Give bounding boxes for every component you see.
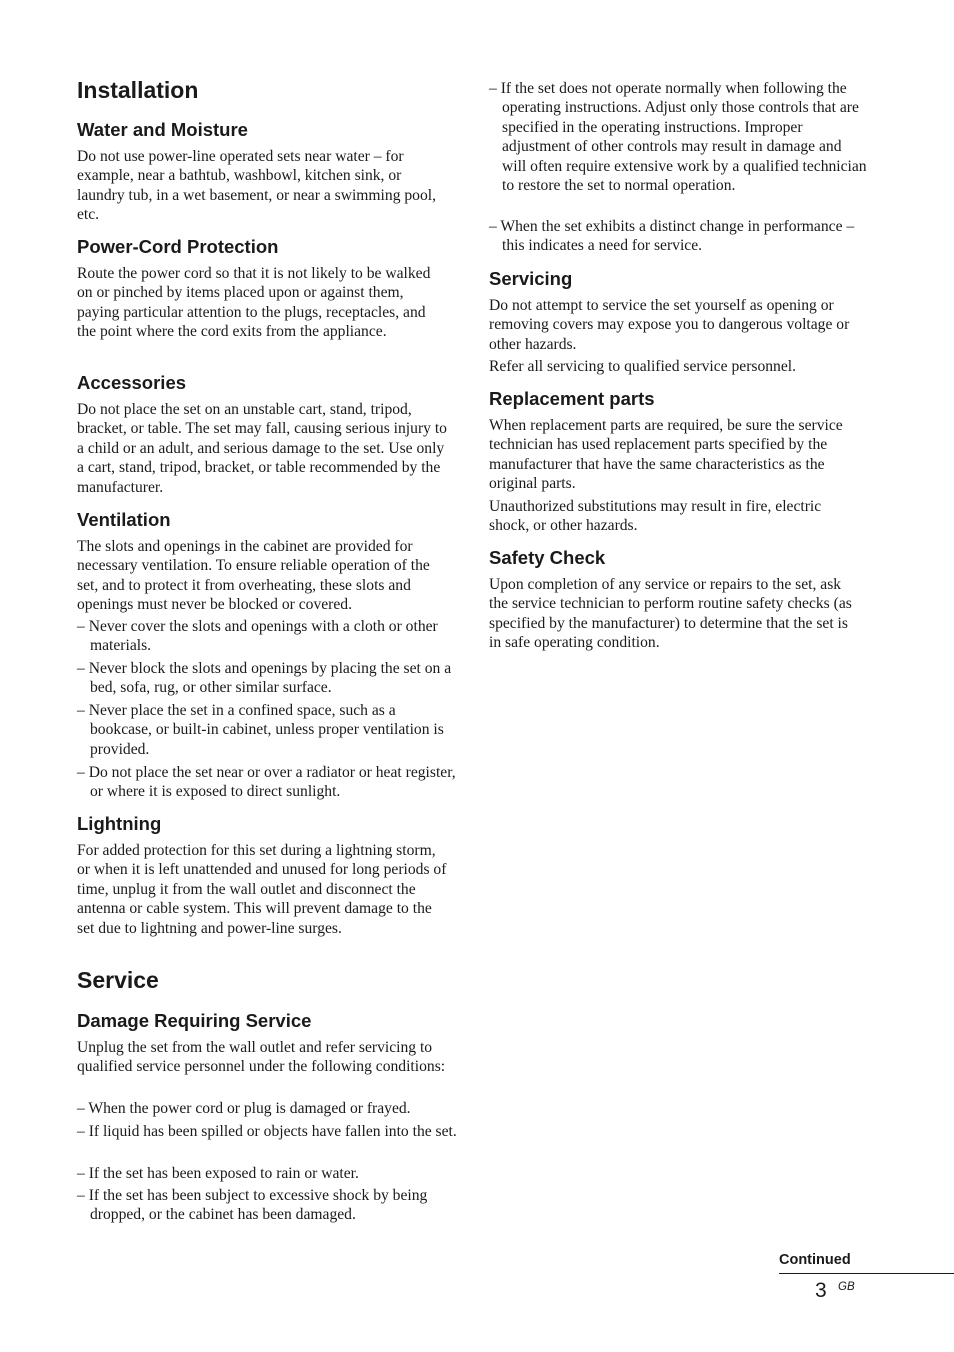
continued-label: Continued	[779, 1252, 851, 1268]
safety-heading: Safety Check	[489, 547, 606, 568]
damage-list-item: – If the set does not operate normally when following the operating instructions. Adjust only those controls that are specified in the operating instructions. Improper adjustment of other controls may result in damage and will often require extensive work by a qualified technician to restore the set to normal operation.	[489, 80, 867, 195]
water-heading: Water and Moisture	[77, 119, 248, 140]
replacement-text: When replacement parts are required, be sure the service technician has used replacement parts specified by the manufacturer that have the same characteristics as the original parts.	[489, 417, 843, 493]
lightning-text: For added protection for this set during a lightning storm, or when it is left unattended and unused for long periods of time, unplug it from the wall outlet and disconnect the antenna or cable system. This will prevent damage to the set due to lightning and power-line surges.	[77, 842, 447, 937]
servicing-text: Do not attempt to service the set yourself as opening or removing covers may expose you to dangerous voltage or other hazards.	[489, 297, 850, 353]
region-code: GB	[838, 1281, 855, 1293]
powercord-text: Route the power cord so that it is not likely to be walked on or pinched by items placed upon or against them, paying particular attention to the plugs, receptacles, and the point where the cord exits from the appliance.	[77, 265, 431, 341]
footer-rule	[779, 1273, 954, 1274]
replacement-heading: Replacement parts	[489, 388, 655, 409]
water-text: Do not use power-line operated sets near water – for example, near a bathtub, washbowl, kitchen sink, or laundry tub, in a wet basement, or near a swimming pool, etc.	[77, 148, 437, 224]
damage-list-item: – When the power cord or plug is damaged or frayed.	[77, 1100, 411, 1117]
lightning-heading: Lightning	[77, 813, 162, 834]
ventilation-list-item: – Never cover the slots and openings with a cloth or other materials.	[77, 618, 438, 655]
ventilation-list-item: – Never block the slots and openings by placing the set on a bed, sofa, rug, or other similar surface.	[77, 660, 452, 697]
damage-list-item: – If liquid has been spilled or objects have fallen into the set.	[77, 1123, 457, 1140]
damage-list-item: – When the set exhibits a distinct change in performance – this indicates a need for service.	[489, 218, 855, 255]
installation-title: Installation	[77, 77, 199, 103]
ventilation-list-item: – Never place the set in a confined space, such as a bookcase, or built-in cabinet, unless proper ventilation is provided.	[77, 702, 444, 758]
service-title: Service	[77, 967, 159, 993]
ventilation-list-item: – Do not place the set near or over a radiator or heat register, or where it is exposed to direct sunlight.	[77, 764, 456, 801]
damage-text: Unplug the set from the wall outlet and refer servicing to qualified service personnel under the following conditions:	[77, 1039, 446, 1076]
damage-list-item: – If the set has been exposed to rain or water.	[77, 1165, 359, 1182]
ventilation-text: The slots and openings in the cabinet are provided for necessary ventilation. To ensure reliable operation of the set, and to protect it from overheating, these slots and openings must never be blocked or covered.	[77, 538, 430, 614]
servicing-heading: Servicing	[489, 268, 573, 289]
damage-list-item: – If the set has been subject to excessive shock by being dropped, or the cabinet has been damaged.	[77, 1187, 428, 1224]
page-number: 3	[815, 1279, 827, 1302]
servicing-text: Refer all servicing to qualified service personnel.	[489, 358, 796, 375]
replacement-text: Unauthorized substitutions may result in fire, electric shock, or other hazards.	[489, 498, 822, 535]
powercord-heading: Power-Cord Protection	[77, 236, 279, 257]
accessories-text: Do not place the set on an unstable cart, stand, tripod, bracket, or table. The set may fall, causing serious injury to a child or an adult, and serious damage to the set. Use only a cart, stand, tripod, bracket, or table recommended by the manufacturer.	[77, 401, 447, 496]
damage-heading: Damage Requiring Service	[77, 1010, 312, 1031]
safety-text: Upon completion of any service or repairs to the set, ask the service technician to perform routine safety checks (as specified by the manufacturer) to determine that the set is in safe operating condition.	[489, 576, 852, 652]
accessories-heading: Accessories	[77, 372, 187, 393]
ventilation-heading: Ventilation	[77, 509, 171, 530]
